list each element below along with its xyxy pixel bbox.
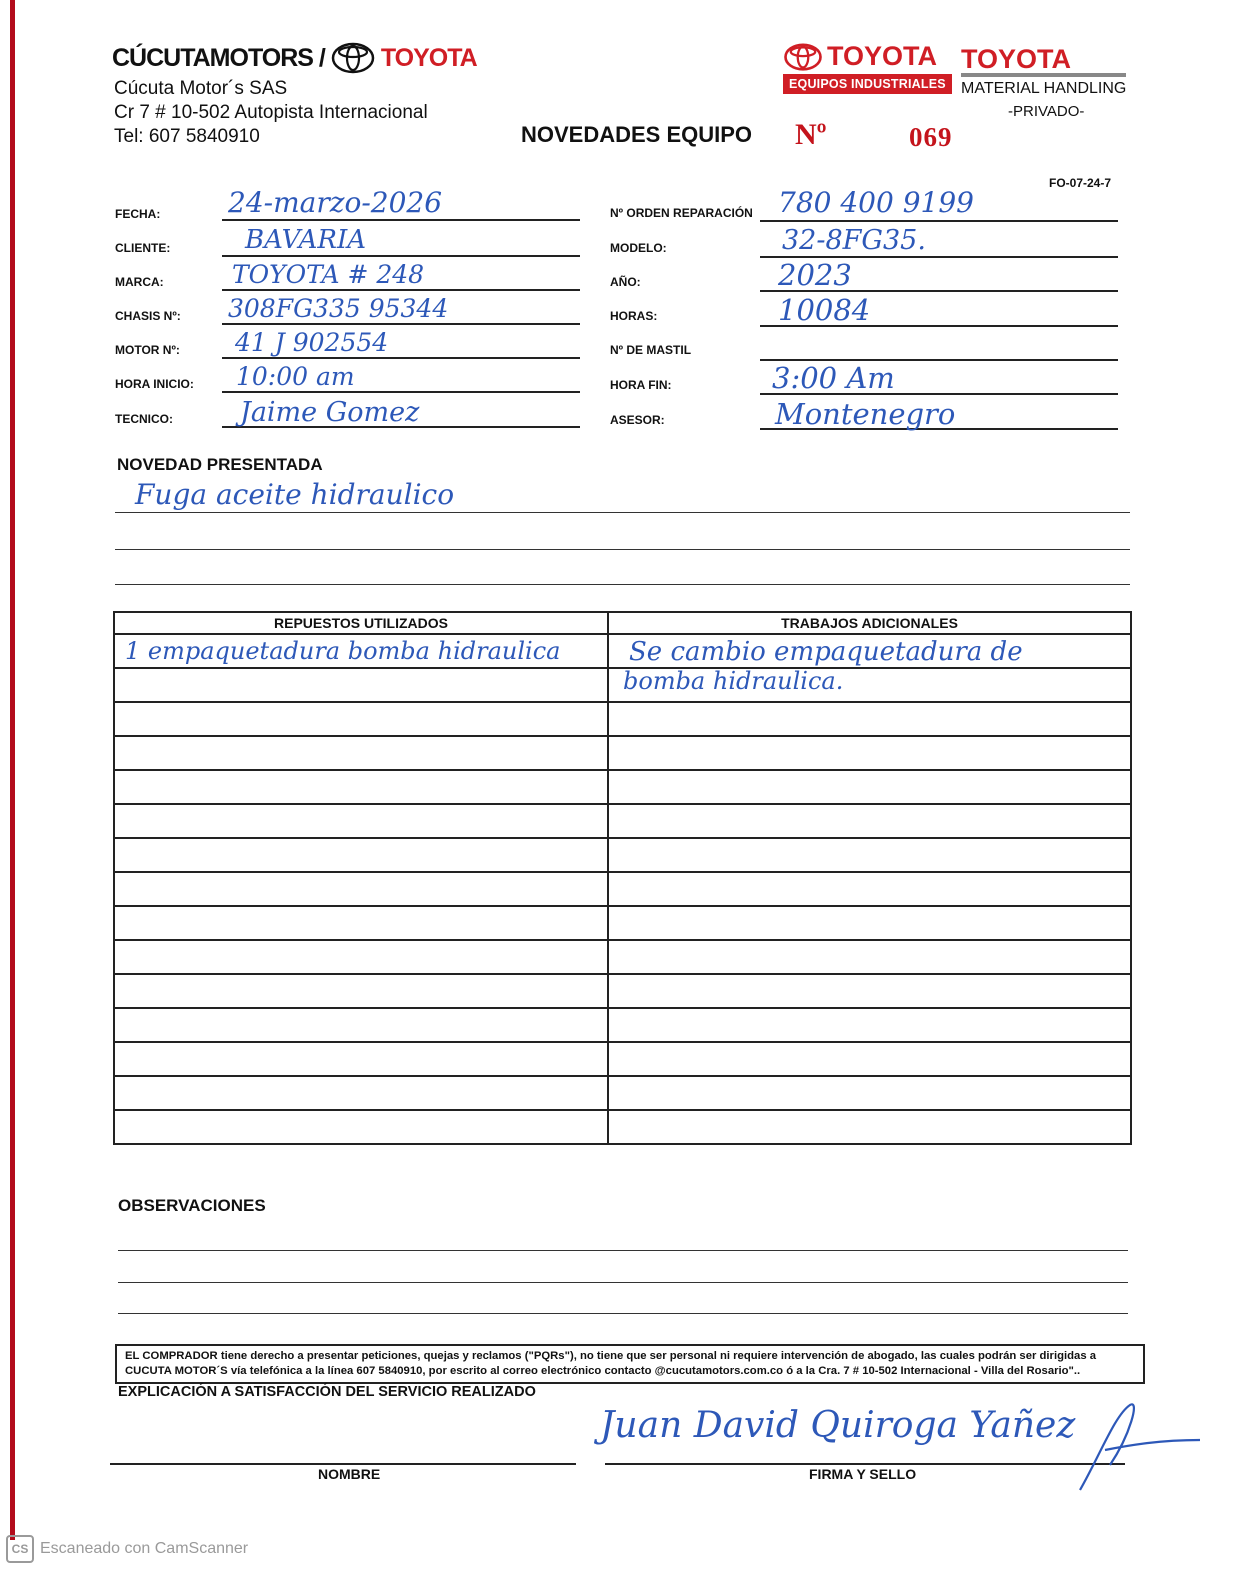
pqr-legal-notice: EL COMPRADOR tiene derecho a presentar peticiones, quejas y reclamos ("PQRs"), no tiene que ser personal ni requiere intervención de abogado, las cuales podrán ser dirigidas a CUCUTA MOTOR´S vía telefónica a la línea 607 5840910, por escrito al correo electrónico contacto @cucutamotors.com.co ó a la Cra. 7 # 10-502 Internacional - Villa del Rosario".. (115, 1344, 1145, 1384)
horas-label: HORAS: (610, 309, 658, 323)
brand-toyota-text: TOYOTA (380, 43, 477, 72)
hora-inicio-label: HORA INICIO: (115, 377, 194, 391)
table-cell[interactable] (608, 634, 1131, 668)
trabajo-row-1: Se cambio empaquetadura de (629, 637, 1023, 667)
novedad-line-2 (115, 549, 1130, 550)
company-phone: Tel: 607 5840910 (114, 126, 260, 147)
table-row (114, 1042, 1131, 1076)
motor-value[interactable]: 41 J 902554 (235, 328, 389, 357)
toyota-emblem-icon (331, 42, 375, 74)
privado-label: -PRIVADO- (1008, 103, 1085, 120)
camscanner-watermark (6, 1535, 248, 1563)
cliente-line (222, 255, 580, 257)
mh-toyota-word: TOYOTA (961, 46, 1126, 77)
observaciones-line-1 (118, 1250, 1128, 1251)
repuestos-header: REPUESTOS UTILIZADOS (114, 612, 608, 634)
table-cell[interactable] (114, 1110, 608, 1144)
table-cell[interactable] (608, 940, 1131, 974)
trabajo-row-2: bomba hidraulica. (623, 667, 844, 695)
novedad-text[interactable]: Fuga aceite hidraulico (135, 478, 455, 511)
table-row (114, 770, 1131, 804)
firma-sello-label: FIRMA Y SELLO (809, 1466, 917, 1482)
table-cell[interactable] (114, 634, 608, 668)
hora-inicio-line (222, 391, 580, 393)
nombre-label: NOMBRE (318, 1466, 381, 1482)
hora-fin-label: HORA FIN: (610, 378, 672, 392)
chasis-line (222, 323, 580, 325)
observaciones-line-2 (118, 1282, 1128, 1283)
table-cell[interactable] (608, 702, 1131, 736)
observaciones-label: OBSERVACIONES (118, 1196, 266, 1215)
camscanner-logo-icon: CS (6, 1535, 34, 1563)
toyota-emblem-icon (783, 43, 823, 71)
table-cell[interactable] (114, 770, 608, 804)
novedad-line-1 (115, 512, 1130, 513)
table-cell[interactable] (608, 804, 1131, 838)
fecha-line (222, 219, 580, 221)
chasis-value[interactable]: 308FG335 95344 (228, 294, 449, 323)
novedad-label: NOVEDAD PRESENTADA (117, 455, 323, 474)
cucutamotors-logo (112, 42, 477, 74)
table-row (114, 940, 1131, 974)
signature-flourish (1070, 1395, 1210, 1495)
orden-reparacion-value[interactable]: 780 400 9199 (778, 186, 974, 219)
table-row (114, 1110, 1131, 1144)
table-cell[interactable] (608, 1008, 1131, 1042)
form-code: FO-07-24-7 (1049, 176, 1112, 190)
left-margin-line (10, 0, 15, 1540)
table-cell[interactable] (608, 1076, 1131, 1110)
repuesto-row-1: 1 empaquetadura bomba hidraulica (125, 637, 561, 665)
table-cell[interactable] (608, 736, 1131, 770)
hora-inicio-value[interactable]: 10:00 am (236, 362, 355, 391)
chasis-label: CHASIS Nº: (115, 309, 181, 323)
firma-signature[interactable]: Juan David Quiroga Yañez (600, 1405, 1076, 1446)
fecha-label: FECHA: (115, 207, 161, 221)
explicacion-label: EXPLICACIÓN A SATISFACCIÓN DEL SERVICIO REALIZADO (118, 1384, 536, 1400)
toyota-industrial-logo (783, 41, 952, 94)
modelo-label: MODELO: (610, 241, 667, 255)
table-cell[interactable] (114, 872, 608, 906)
cliente-label: CLIENTE: (115, 241, 171, 255)
trabajos-header: TRABAJOS ADICIONALES (608, 612, 1131, 634)
tecnico-label: TECNICO: (115, 412, 173, 426)
ano-value[interactable]: 2023 (778, 258, 852, 292)
marca-line (222, 289, 580, 291)
equipos-industriales-badge: EQUIPOS INDUSTRIALES (783, 74, 952, 94)
firma-line (605, 1463, 1125, 1465)
table-cell[interactable] (114, 702, 608, 736)
table-cell[interactable] (608, 1042, 1131, 1076)
horas-value[interactable]: 10084 (778, 293, 871, 327)
table-row (114, 634, 1131, 668)
brand-text: CÚCUTAMOTORS / (112, 43, 325, 72)
table-row (114, 1008, 1131, 1042)
table-row (114, 872, 1131, 906)
camscanner-text: Escaneado con CamScanner (40, 1540, 249, 1557)
table-row (114, 974, 1131, 1008)
table-cell[interactable] (114, 736, 608, 770)
table-cell[interactable] (608, 770, 1131, 804)
marca-value[interactable]: TOYOTA # 248 (232, 260, 425, 289)
orden-reparacion-line (760, 220, 1118, 222)
mastil-label: Nº DE MASTIL (610, 343, 692, 357)
asesor-value[interactable]: Montenegro (775, 397, 956, 431)
table-cell[interactable] (114, 1042, 608, 1076)
orden-reparacion-label: Nº ORDEN REPARACIÓN (610, 206, 753, 220)
nombre-line (110, 1463, 576, 1465)
table-cell[interactable] (114, 974, 608, 1008)
table-row (114, 804, 1131, 838)
number-symbol: Nº (795, 118, 827, 151)
mh-subtitle: MATERIAL HANDLING (961, 80, 1127, 97)
table-cell[interactable] (114, 940, 608, 974)
table-row (114, 736, 1131, 770)
cliente-value[interactable]: BAVARIA (245, 225, 366, 255)
table-cell[interactable] (114, 668, 608, 702)
motor-line (222, 357, 580, 359)
table-cell[interactable] (114, 838, 608, 872)
table-row (114, 1076, 1131, 1110)
table-cell[interactable] (608, 906, 1131, 940)
material-handling-logo (961, 46, 1126, 98)
form-title: NOVEDADES EQUIPO (521, 122, 753, 147)
company-name: Cúcuta Motor´s SAS (114, 78, 288, 99)
table-cell[interactable] (114, 804, 608, 838)
form-number: 069 (909, 122, 953, 152)
tecnico-value[interactable]: Jaime Gomez (240, 397, 420, 428)
table-row (114, 838, 1131, 872)
table-row (114, 906, 1131, 940)
company-address: Cr 7 # 10-502 Autopista Internacional (114, 102, 428, 123)
ano-label: AÑO: (610, 275, 641, 289)
table-cell[interactable] (114, 906, 608, 940)
table-row (114, 702, 1131, 736)
table-cell[interactable] (608, 1110, 1131, 1144)
repuestos-trabajos-table (113, 611, 1132, 1145)
observaciones-line-3 (118, 1313, 1128, 1314)
table-cell[interactable] (114, 1008, 608, 1042)
table-cell[interactable] (114, 1076, 608, 1110)
modelo-value[interactable]: 32-8FG35. (782, 225, 926, 256)
marca-label: MARCA: (115, 275, 164, 289)
motor-label: MOTOR Nº: (115, 343, 180, 357)
fecha-value[interactable]: 24-marzo-2026 (228, 186, 443, 219)
table-cell[interactable] (608, 872, 1131, 906)
hora-fin-value[interactable]: 3:00 Am (772, 361, 895, 395)
toyota-word: TOYOTA (827, 41, 938, 71)
table-cell[interactable] (608, 838, 1131, 872)
table-row (114, 668, 1131, 702)
asesor-label: ASESOR: (610, 413, 665, 427)
table-cell[interactable] (608, 974, 1131, 1008)
novedad-line-3 (115, 584, 1130, 585)
table-cell[interactable] (608, 668, 1131, 702)
